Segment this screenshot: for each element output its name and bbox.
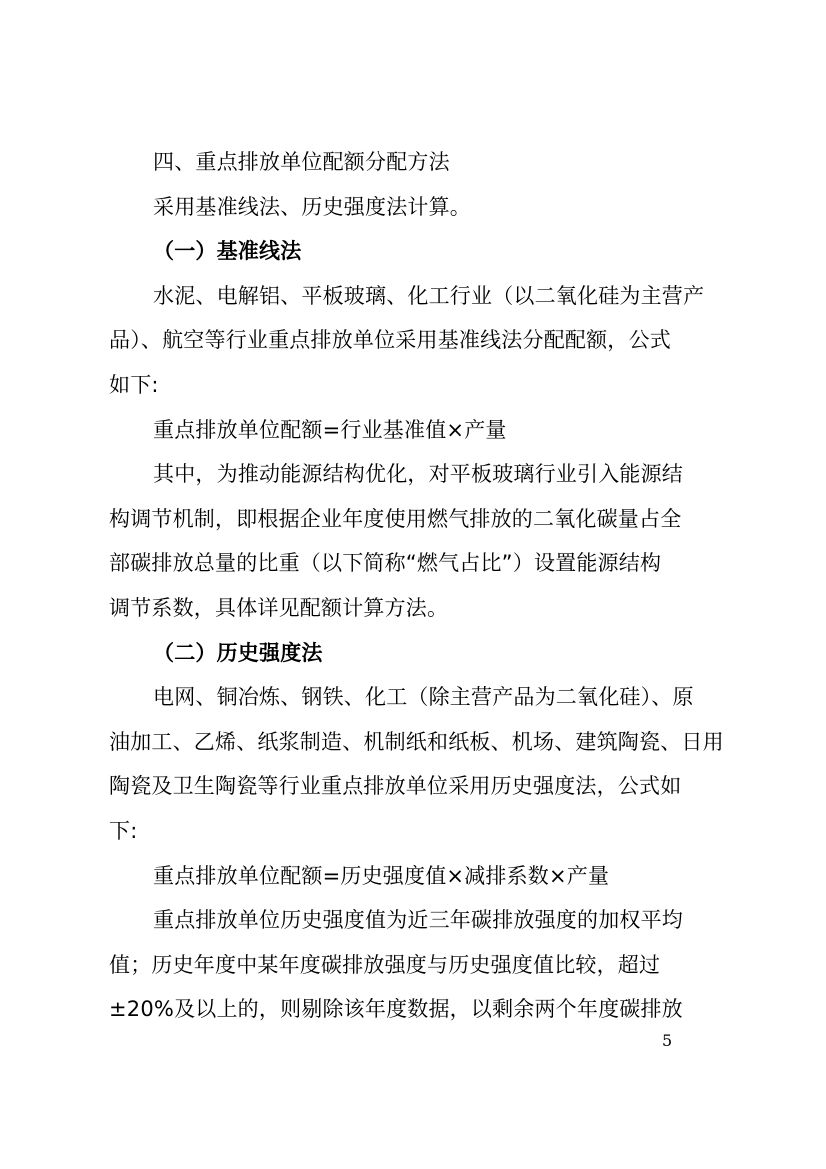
- paragraph-line: 如下:: [109, 372, 159, 397]
- paragraph-line: 调节系数，具体详见配额计算方法。: [109, 595, 449, 620]
- paragraph-line: 陶瓷及卫生陶瓷等行业重点排放单位采用历史强度法，公式如: [109, 774, 682, 799]
- paragraph-line: 油加工、乙烯、纸浆制造、机制纸和纸板、机场、建筑陶瓷、日用: [109, 729, 724, 754]
- paragraph-line: ±20%及以上的，则剔除该年度数据，以剩余两个年度碳排放: [109, 997, 683, 1022]
- subsection-heading-historical: （二）历史强度法: [153, 640, 323, 665]
- paragraph-line: 其中，为推动能源结构优化，对平板玻璃行业引入能源结: [153, 462, 683, 487]
- paragraph-line: 值；历史年度中某年度碳排放强度与历史强度值比较，超过: [109, 952, 661, 977]
- page-number: 5: [662, 1031, 673, 1050]
- paragraph-line: 水泥、电解铝、平板玻璃、化工行业（以二氧化硅为主营产: [153, 283, 705, 308]
- intro-paragraph: 采用基准线法、历史强度法计算。: [153, 194, 471, 219]
- paragraph-line: 下:: [109, 818, 138, 843]
- section-title: 四、重点排放单位配额分配方法: [153, 150, 450, 174]
- paragraph-line: 部碳排放总量的比重（以下简称“燃气占比”）设置能源结构: [109, 551, 662, 576]
- formula-baseline: 重点排放单位配额=行业基准值×产量: [153, 417, 507, 442]
- paragraph-line: 构调节机制，即根据企业年度使用燃气排放的二氧化碳量占全: [109, 506, 682, 531]
- subsection-heading-baseline: （一）基准线法: [153, 239, 302, 264]
- paragraph-line: 品）、航空等行业重点排放单位采用基准线法分配配额，公式: [109, 328, 671, 353]
- formula-historical: 重点排放单位配额=历史强度值×减排系数×产量: [153, 863, 610, 888]
- document-body: [109, 140, 724, 1032]
- paragraph-line: 重点排放单位历史强度值为近三年碳排放强度的加权平均: [153, 908, 683, 933]
- paragraph-line: 电网、铜冶炼、钢铁、化工（除主营产品为二氧化硅）、原: [153, 685, 694, 710]
